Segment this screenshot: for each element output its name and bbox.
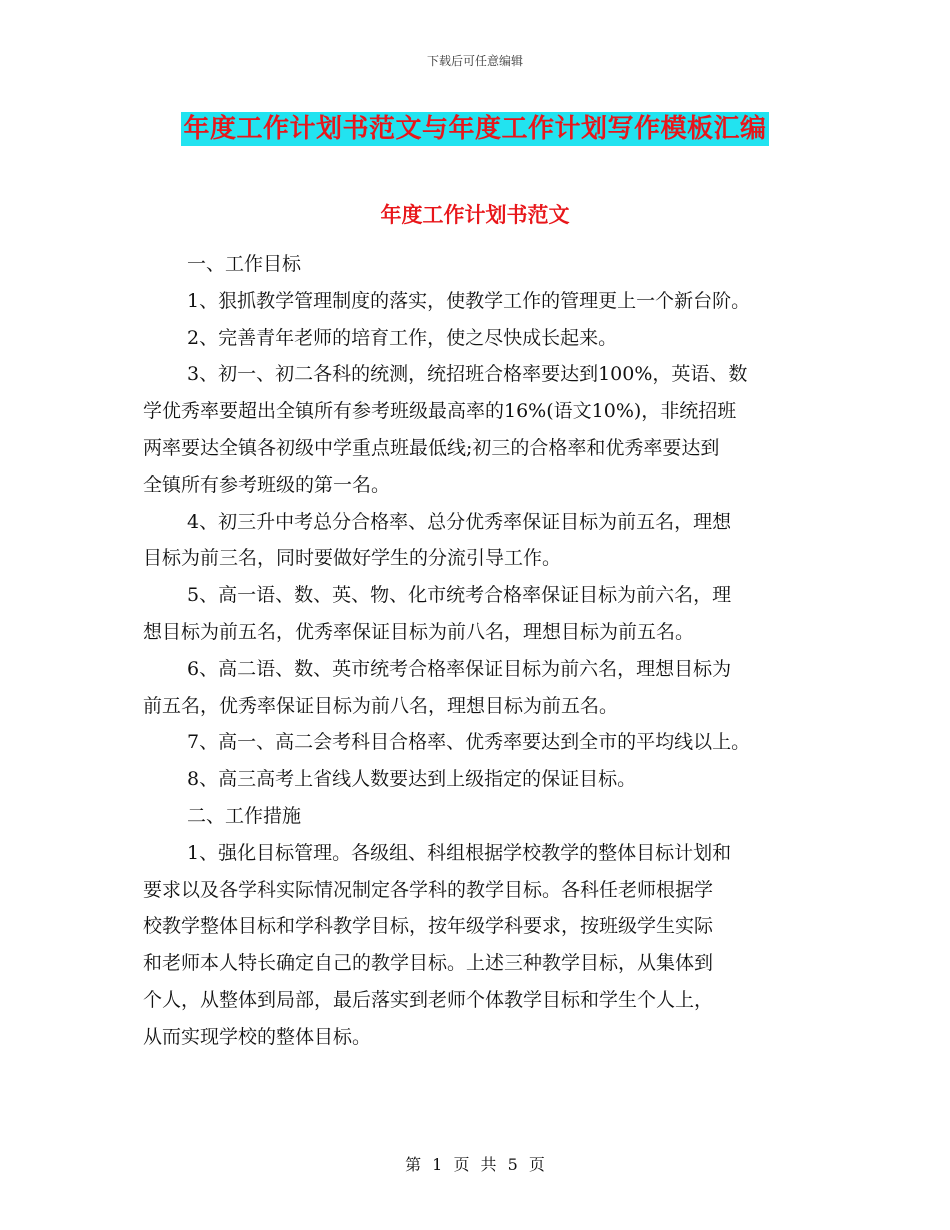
section-title: 年度工作计划书范文 — [380, 202, 570, 227]
body-line: 6、高二语、数、英市统考合格率保证目标为前六名，理想目标为 — [187, 657, 732, 680]
body-line: 1、狠抓教学管理制度的落实，使教学工作的管理更上一个新台阶。 — [187, 289, 751, 312]
title-container — [0, 112, 950, 146]
body-line: 4、初三升中考总分合格率、总分优秀率保证目标为前五名，理想 — [187, 510, 732, 533]
body-line: 两率要达全镇各初级中学重点班最低线;初三的合格率和优秀率要达到 — [143, 436, 720, 459]
page-header: 下载后可任意编辑 — [426, 54, 523, 68]
body-line: 二、工作措施 — [187, 804, 302, 827]
body-line: 目标为前三名，同时要做好学生的分流引导工作。 — [143, 547, 562, 570]
body-line: 7、高一、高二会考科目合格率、优秀率要达到全市的平均线以上。 — [187, 731, 751, 754]
document-title: 年度工作计划书范文与年度工作计划写作模板汇编 — [183, 114, 767, 144]
body-line: 一、工作目标 — [187, 253, 302, 275]
body-line: 要求以及各学科实际情况制定各学科的教学目标。各科任老师根据学 — [143, 878, 714, 901]
body-line: 从而实现学校的整体目标。 — [143, 1025, 372, 1048]
document-body — [143, 246, 833, 1056]
body-line: 1、强化目标管理。各级组、科组根据学校教学的整体目标计划和 — [187, 841, 732, 864]
body-line: 前五名，优秀率保证目标为前八名，理想目标为前五名。 — [143, 694, 619, 717]
body-line: 全镇所有参考班级的第一名。 — [143, 473, 391, 496]
body-line: 个人，从整体到局部，最后落实到老师个体教学目标和学生个人上， — [143, 988, 714, 1011]
body-line: 8、高三高考上省线人数要达到上级指定的保证目标。 — [187, 768, 637, 791]
body-line: 3、初一、初二各科的统测，统招班合格率要达到100%，英语、数 — [187, 363, 748, 386]
body-line: 和老师本人特长确定自己的教学目标。上述三种教学目标，从集体到 — [143, 952, 714, 975]
body-line: 5、高一语、数、英、物、化市统考合格率保证目标为前六名，理 — [187, 584, 732, 607]
body-line: 学优秀率要超出全镇所有参考班级最高率的16%(语文10%)，非统招班 — [143, 400, 737, 423]
body-line: 校教学整体目标和学科教学目标，按年级学科要求，按班级学生实际 — [143, 915, 714, 938]
body-line: 想目标为前五名，优秀率保证目标为前八名，理想目标为前五名。 — [143, 620, 695, 643]
page-footer: 第 1 页 共 5 页 — [405, 1155, 545, 1174]
body-line: 2、完善青年老师的培育工作，使之尽快成长起来。 — [187, 326, 618, 349]
